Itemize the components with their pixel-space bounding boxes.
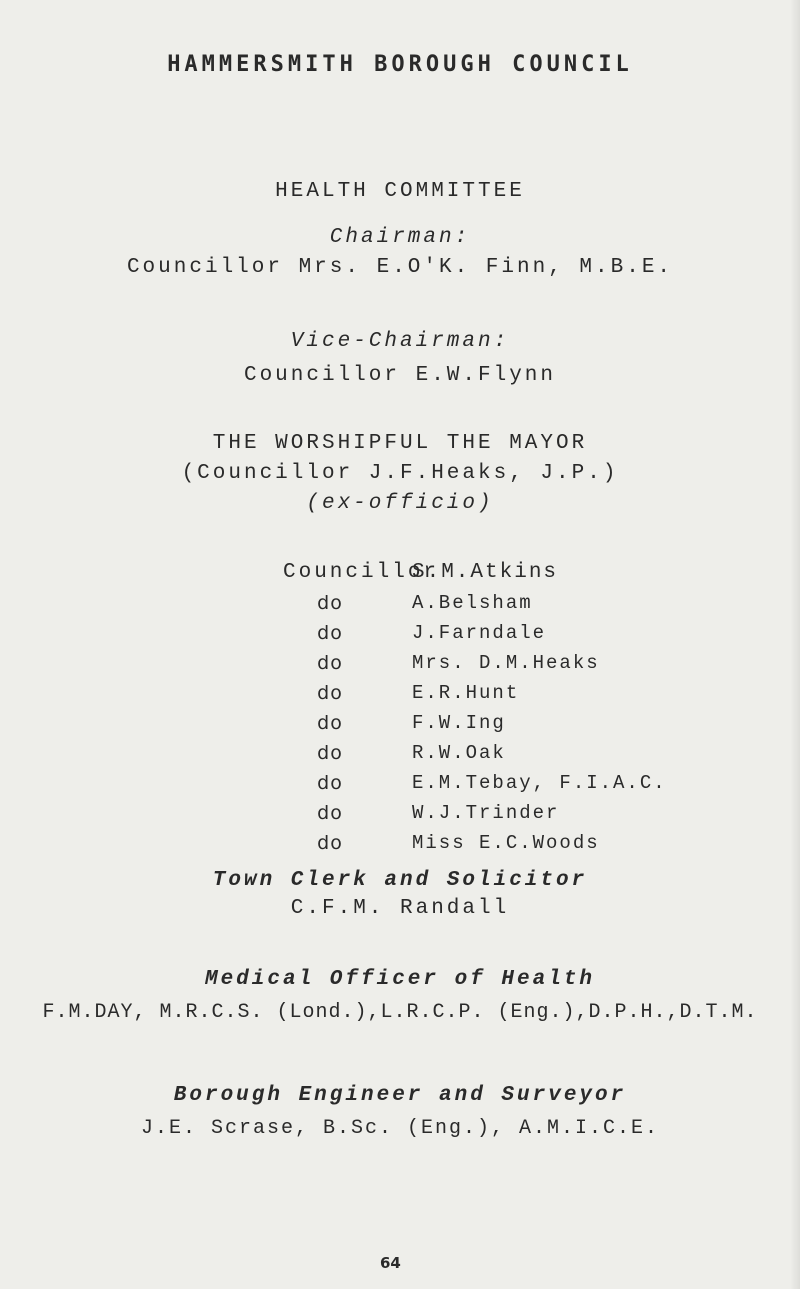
member-title: do	[317, 712, 343, 734]
member-name: A.Belsham	[412, 592, 533, 614]
member-title: do	[317, 742, 343, 764]
member-title: do	[317, 832, 343, 854]
member-name: F.W.Ing	[412, 712, 506, 734]
vice-chairman-label: Vice-Chairman:	[290, 330, 510, 353]
council-header: HAMMERSMITH BOROUGH COUNCIL	[167, 52, 633, 77]
member-title: do	[317, 802, 343, 824]
vice-chairman-name: Councillor E.W.Flynn	[243, 364, 557, 387]
member-title: do	[317, 622, 343, 644]
page-edge-shadow	[790, 0, 800, 1289]
member-name: R.W.Oak	[412, 742, 506, 764]
town-clerk-name: C.F.M. Randall	[290, 897, 510, 920]
member-name: Mrs. D.M.Heaks	[412, 652, 600, 674]
medical-officer-name: F.M.DAY, M.R.C.S. (Lond.),L.R.C.P. (Eng.),D.P.H.,D.T.M.	[42, 1001, 758, 1024]
member-name: W.J.Trinder	[412, 802, 560, 824]
member-name: E.M.Tebay, F.I.A.C.	[412, 772, 667, 794]
mayor-line-3: (ex-officio)	[306, 492, 494, 515]
engineer-label: Borough Engineer and Surveyor	[173, 1084, 627, 1107]
member-name: Miss E.C.Woods	[412, 832, 600, 854]
page-number: 64	[380, 1254, 401, 1272]
chairman-label: Chairman:	[329, 226, 471, 249]
chairman-name: Councillor Mrs. E.O'K. Finn, M.B.E.	[126, 256, 674, 279]
engineer-name: J.E. Scrase, B.Sc. (Eng.), A.M.I.C.E.	[140, 1117, 660, 1140]
member-title: do	[317, 652, 343, 674]
member-title: do	[317, 682, 343, 704]
medical-officer-label: Medical Officer of Health	[204, 968, 596, 991]
committee-title: HEALTH COMMITTEE	[275, 180, 525, 203]
member-name: E.R.Hunt	[412, 682, 520, 704]
member-first-title: Councillor	[283, 561, 440, 584]
member-title: do	[317, 592, 343, 614]
member-first-name: S.M.Atkins	[412, 561, 559, 584]
town-clerk-label: Town Clerk and Solicitor	[212, 869, 588, 892]
member-title: do	[317, 772, 343, 794]
mayor-line-1: THE WORSHIPFUL THE MAYOR	[212, 432, 588, 455]
mayor-line-2: (Councillor J.F.Heaks, J.P.)	[181, 462, 619, 485]
member-name: J.Farndale	[412, 622, 547, 644]
